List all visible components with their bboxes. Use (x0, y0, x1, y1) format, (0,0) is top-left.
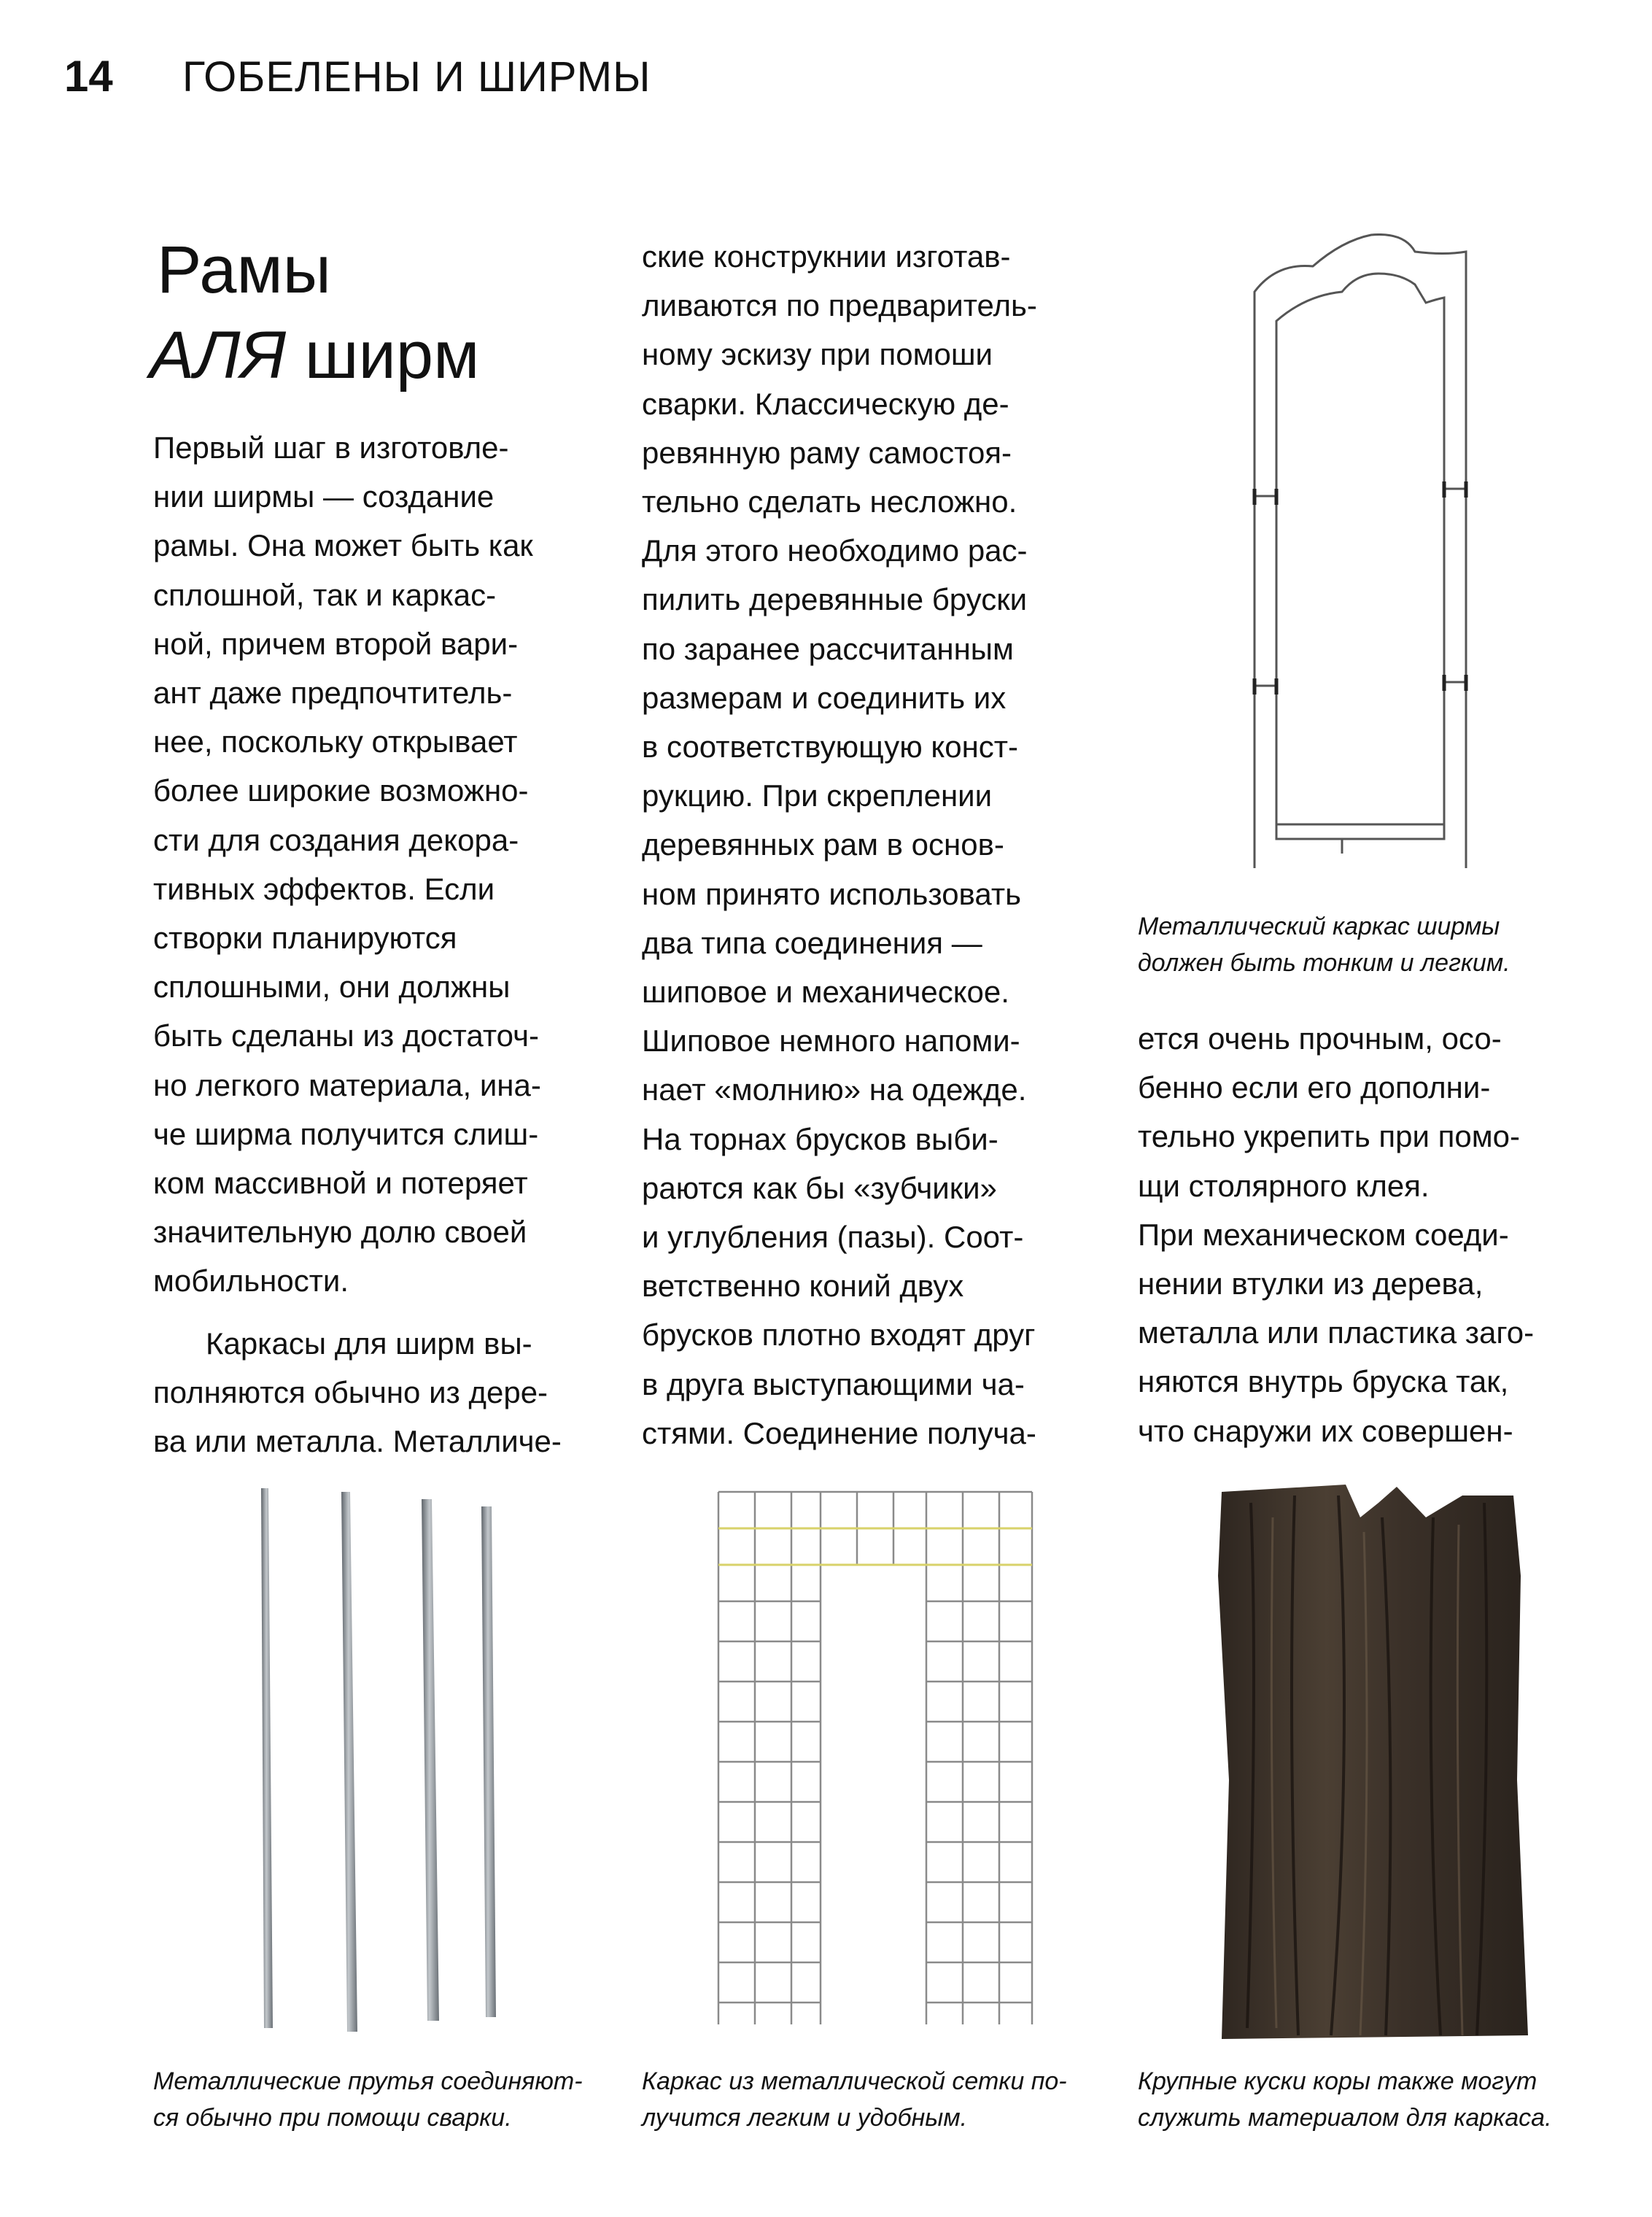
text-line: по заранее рассчитанным (642, 631, 1014, 666)
caption-metal-rods (153, 2063, 620, 2136)
text-line: тельно укрепить при помо- (1138, 1119, 1520, 1154)
section-title-line2 (150, 317, 479, 394)
text-line: нее, поскольку открывает (153, 724, 518, 759)
text-line: тивных эффектов. Если (153, 871, 495, 906)
caption-line: служить материалом для каркаса. (1138, 2104, 1552, 2132)
caption-metal-mesh (642, 2063, 1109, 2136)
metal-frame-illustration (1233, 233, 1495, 890)
text-column-1 (153, 423, 598, 1466)
text-line: шиповое и механическое. (642, 975, 1009, 1010)
text-line: няются внутрь бруска так, (1138, 1364, 1509, 1399)
caption-line: лучится легким и удобным. (642, 2104, 968, 2132)
text-line: и углубления (пазы). Соот- (642, 1220, 1024, 1255)
col2-paragraph (642, 232, 1094, 1458)
section-title-rest: ширм (304, 318, 480, 392)
text-line: полняются обычно из дере- (153, 1374, 548, 1409)
text-line: пилить деревянные бруски (642, 582, 1028, 617)
text-line: нении втулки из дерева, (1138, 1266, 1484, 1301)
caption-line: Каркас из металлической сетки по- (642, 2067, 1067, 2095)
col1-paragraph-2 (153, 1319, 598, 1466)
text-line: ному эскизу при помоши (642, 337, 993, 372)
caption-metal-frame (1138, 908, 1575, 981)
metal-mesh-frame-drawing (711, 1485, 1047, 2039)
text-line: размерам и соединить их (642, 680, 1007, 715)
running-title: ГОБЕЛЕНЫ И ШИРМЫ (182, 53, 651, 101)
text-line: деревянных рам в основ- (642, 827, 1004, 862)
text-column-2 (642, 232, 1094, 1458)
text-line: что снаружи их совершен- (1138, 1413, 1513, 1448)
text-line: мобильности. (153, 1264, 349, 1299)
col3-paragraph-2 (1138, 1210, 1590, 1455)
text-line: сти для создания декора- (153, 822, 519, 857)
text-line: ские конструкнии изготав- (642, 239, 1011, 274)
text-line: ком массивной и потеряет (153, 1166, 528, 1201)
metal-rod (261, 1488, 273, 2028)
caption-line: Металлический каркас ширмы (1138, 913, 1500, 940)
text-line: щи столярного клея. (1138, 1168, 1430, 1203)
text-line: ревянную раму самостоя- (642, 435, 1012, 470)
page-number: 14 (64, 52, 113, 101)
col1-paragraph-1 (153, 423, 598, 1306)
section-title-line1: Рамы (157, 233, 331, 307)
text-line: раются как бы «зубчики» (642, 1170, 997, 1205)
text-line: ется очень прочным, осо- (1138, 1021, 1502, 1056)
text-line: Каркасы для ширм вы- (206, 1326, 532, 1361)
text-line: На торнах брусков выби- (642, 1121, 998, 1156)
text-line: быть сделаны из достаточ- (153, 1018, 539, 1053)
text-line: более широкие возможно- (153, 773, 529, 808)
caption-bark (1138, 2063, 1605, 2136)
text-line: ной, причем второй вари- (153, 626, 519, 661)
metal-rod (422, 1499, 439, 2021)
text-line: ливаются по предваритель- (642, 288, 1037, 323)
text-line: нии ширмы — создание (153, 479, 495, 514)
metal-rods-photo (241, 1481, 532, 2035)
tree-bark-photo (1207, 1474, 1543, 2043)
text-line: Первый шаг в изготовле- (153, 430, 509, 465)
caption-line: должен быть тонким и легким. (1138, 949, 1511, 977)
text-line: Шиповое немного напоми- (642, 1024, 1020, 1059)
text-line: рамы. Она может быть как (153, 528, 533, 563)
caption-line: Крупные куски коры также могут (1138, 2067, 1537, 2095)
section-title-italic: АЛЯ (150, 318, 287, 392)
caption-line: ся обычно при помощи сварки. (153, 2104, 512, 2132)
text-line: При механическом соеди- (1138, 1217, 1509, 1252)
text-line: сварки. Классическую де- (642, 386, 1009, 421)
text-line: значительную долю своей (153, 1215, 527, 1250)
text-line: ном принято использовать (642, 876, 1021, 911)
text-line: стями. Соединение получа- (642, 1415, 1036, 1450)
text-line: рукцию. При скреплении (642, 778, 993, 813)
text-line: нает «молнию» на одежде. (642, 1072, 1027, 1107)
text-line: бенно если его дополни- (1138, 1070, 1491, 1105)
text-line: тельно сделать несложно. (642, 484, 1017, 519)
caption-line: Металлические прутья соединяют- (153, 2067, 583, 2095)
text-line: в соответствующую конст- (642, 730, 1018, 765)
text-line: ветственно коний двух (642, 1269, 964, 1304)
text-line: че ширма получится слиш- (153, 1116, 539, 1151)
text-line: брусков плотно входят друг (642, 1318, 1036, 1353)
text-line: ва или металла. Металличе- (153, 1424, 562, 1459)
text-line: Для этого необходимо рас- (642, 533, 1028, 568)
text-line: в друга выступающими ча- (642, 1366, 1025, 1401)
col3-paragraph-1 (1138, 1014, 1590, 1210)
text-column-3 (1138, 1014, 1590, 1455)
metal-rod (341, 1492, 357, 2032)
text-line: сплошной, так и каркас- (153, 577, 497, 612)
text-line: металла или пластика заго- (1138, 1315, 1535, 1350)
text-line: два типа соединения — (642, 925, 982, 960)
text-line: но легкого материала, ина- (153, 1067, 541, 1102)
metal-rod (481, 1506, 496, 2017)
text-line: сплошными, они должны (153, 970, 511, 1005)
text-line: ант даже предпочтитель- (153, 676, 513, 711)
text-line: створки планируются (153, 921, 457, 956)
